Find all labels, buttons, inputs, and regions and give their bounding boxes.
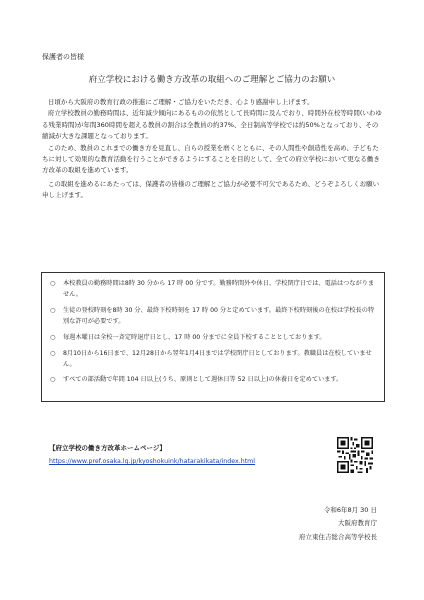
- paragraph-working-hours: 府立学校教員の勤務時間は、近年減少傾向にあるものの依然として長時間に及んでおり、時間外在校等時間(いわゆる残業時間)が年間360時間を超える教員の割合は全教員の約37%、全日制高等学校では約50%となっており、その縮減が大きな課題となっております。: [42, 109, 382, 141]
- notice-item: [50, 348, 376, 370]
- qr-code-icon: [337, 437, 373, 473]
- bullet-circle-icon: ○: [50, 280, 56, 287]
- notice-item: [50, 278, 376, 300]
- notice-item: [50, 305, 376, 327]
- notice-item-text: 8月10日から16日まで、12月28日から翌年1月4日までは学校閉庁日としております。教職員は在校していません。: [63, 349, 372, 368]
- notice-item-text: 生徒の登校時刻を8時 30 分、最終下校時刻を 17 時 00 分と定めています。最終下校時刻後の在校は学校長の特別な許可が必要です。: [63, 306, 375, 326]
- homepage-label: 【府立学校の働き方改革ホームページ】: [49, 444, 166, 452]
- notice-item: [50, 332, 376, 343]
- notice-item-text: すべての部活動で年間 104 日以上(うち、原則として週休日等 52 日以上)の休養日を定めています。: [63, 376, 343, 384]
- notice-item-text: 毎週木曜日は全校一斉定時退庁日とし、17 時 00 分までに全員下校することとしております。: [63, 333, 326, 341]
- issue-date: 令和6年8月 30 日: [323, 506, 377, 514]
- document-title: 府立学校における働き方改革の取組へのご理解とご協力のお願い: [88, 75, 336, 85]
- homepage-link[interactable]: https://www.pref.osaka.lg.jp/kyoshokuink/hatarakikata/index.html: [49, 458, 256, 465]
- notice-item: [50, 374, 376, 385]
- paragraph-greeting: 日頃から大阪府の教育行政の推進にご理解・ご協力をいただき、心より感謝申し上げます。: [47, 98, 314, 106]
- bullet-circle-icon: ○: [50, 349, 56, 357]
- notice-box: [41, 272, 385, 402]
- notice-item-text: 本校教員の勤務時間は8時 30 分から 17 時 00 分です。勤務時間外や休日、学校閉庁日では、電話はつながりません。: [63, 280, 375, 299]
- bullet-circle-icon: ○: [50, 376, 56, 384]
- paragraph-purpose: このため、教員のこれまでの働き方を見直し、自らの授業を磨くとともに、その人間性や創造性を高め、子どもたちに対して効果的な教育活動を行うことができるようにすることを目的として、全ての府立学校において更なる働き方改革の取組を進めています。: [42, 143, 380, 175]
- body-text: [42, 97, 384, 202]
- bullet-circle-icon: ○: [50, 306, 56, 314]
- school-principal: 府立東住吉総合高等学校長: [299, 533, 377, 541]
- bullet-circle-icon: ○: [50, 333, 56, 341]
- salutation: 保護者の皆様: [42, 53, 84, 61]
- issuing-organization: 大阪府教育庁: [338, 519, 377, 527]
- paragraph-request: この取組を進めるにあたっては、保護者の皆様のご理解とご協力が必要不可欠であるため、どうぞよろしくお願い申し上げます。: [42, 179, 380, 200]
